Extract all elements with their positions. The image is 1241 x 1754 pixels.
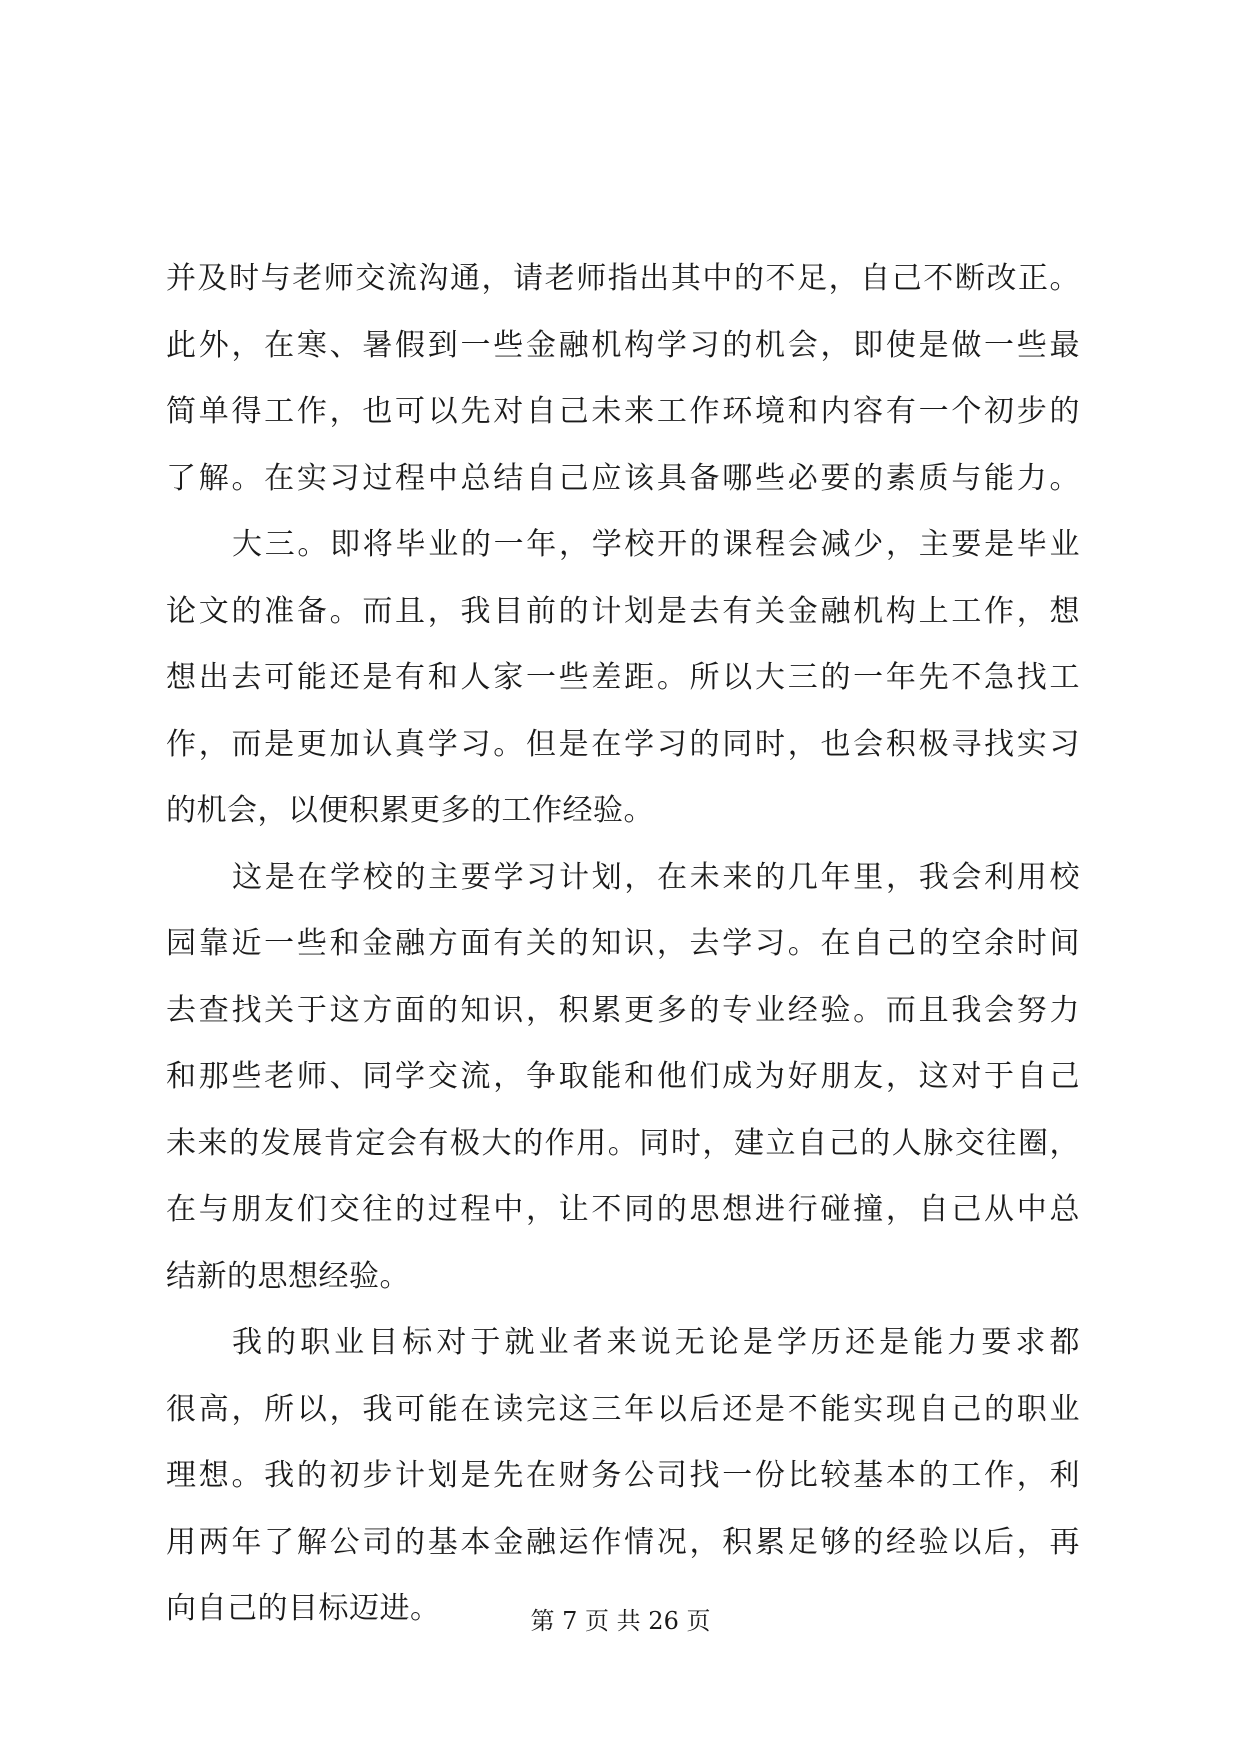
text-line: 此外，在寒、暑假到一些金融机构学习的机会，即使是做一些最 [166,327,1080,363]
text-line: 未来的发展肯定会有极大的作用。同时，建立自己的人脉交往圈， [166,1125,1080,1161]
text-line: 的机会，以便积累更多的工作经验。 [166,793,654,828]
text-line: 了解。在实习过程中总结自己应该具备哪些必要的素质与能力。 [166,460,1080,496]
text-line: 结新的思想经验。 [166,1258,410,1294]
text-line: 和那些老师、同学交流，争取能和他们成为好朋友，这对于自己 [166,1059,1080,1094]
text-line: 这是在学校的主要学习计划，在未来的几年里，我会利用校 [232,859,1080,895]
text-line: 论文的准备。而且，我目前的计划是去有关金融机构上工作，想 [166,593,1080,629]
text-line: 大三。即将毕业的一年，学校开的课程会减少，主要是毕业 [232,527,1080,562]
page-number-footer: 第 7 页 共 26 页 [530,1607,711,1635]
text-line: 在与朋友们交往的过程中，让不同的思想进行碰撞，自己从中总 [166,1192,1080,1227]
text-line: 我的职业目标对于就业者来说无论是学历还是能力要求都 [232,1325,1080,1360]
body-text [166,246,1080,1643]
text-line: 并及时与老师交流沟通，请老师指出其中的不足，自己不断改正。 [166,261,1080,296]
text-line: 向自己的目标迈进。 [166,1591,441,1626]
text-line: 简单得工作，也可以先对自己未来工作环境和内容有一个初步的 [166,394,1080,429]
text-line: 作，而是更加认真学习。但是在学习的同时，也会积极寻找实习 [166,726,1080,762]
text-line: 理想。我的初步计划是先在财务公司找一份比较基本的工作，利 [166,1458,1080,1493]
text-line: 想出去可能还是有和人家一些差距。所以大三的一年先不急找工 [166,660,1080,695]
text-line: 用两年了解公司的基本金融运作情况，积累足够的经验以后，再 [166,1524,1080,1560]
text-line: 去查找关于这方面的知识，积累更多的专业经验。而且我会努力 [166,992,1080,1028]
text-line: 园靠近一些和金融方面有关的知识，去学习。在自己的空余时间 [166,926,1080,961]
text-line: 很高，所以，我可能在读完这三年以后还是不能实现自己的职业 [166,1391,1080,1427]
